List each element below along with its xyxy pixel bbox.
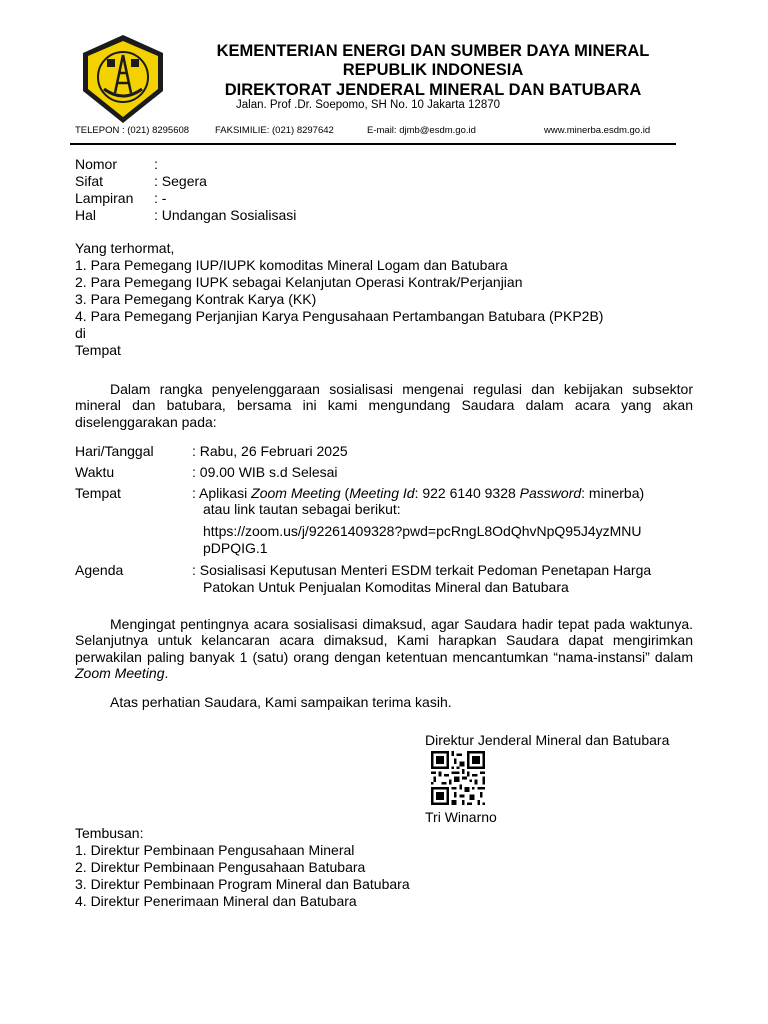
cc-item: 2. Direktur Pembinaan Pengusahaan Batubara — [75, 859, 366, 875]
agenda-value-cont: Patokan Untuk Penjualan Komoditas Mineral dan Batubara — [203, 579, 569, 595]
sifat-value: : Segera — [154, 173, 207, 189]
signatory-title: Direktur Jenderal Mineral dan Batubara — [425, 732, 670, 748]
lampiran-value: : - — [154, 190, 167, 206]
agenda-value: : Sosialisasi Keputusan Menteri ESDM terkait Pedoman Penetapan Harga — [192, 562, 652, 578]
date-label: Hari/Tanggal — [75, 443, 154, 459]
telephone: TELEPON : (021) 8295608 — [75, 125, 190, 136]
country-name: REPUBLIK INDONESIA — [342, 61, 524, 79]
intro-paragraph: Dalam rangka penyelenggaraan sosialisasi mengenai regulasi dan kebijakan subsektor mineral dan batubara, bersama ini kami mengundang Saudara dalam acara yang akan diselenggarakan pada: — [75, 381, 693, 430]
time-label: Waktu — [75, 464, 115, 480]
addressee-item: 3. Para Pemegang Kontrak Karya (KK) — [75, 291, 317, 307]
thanks-line: Atas perhatian Saudara, Kami sampaikan terima kasih. — [110, 694, 452, 710]
addressee-di: di — [75, 325, 86, 341]
addressee-item: 1. Para Pemegang IUP/IUPK komoditas Mineral Logam dan Batubara — [75, 257, 508, 273]
nomor-label: Nomor — [75, 156, 118, 172]
fax: FAKSIMILIE: (021) 8297642 — [215, 125, 334, 136]
cc-item: 4. Direktur Penerimaan Mineral dan Batubara — [75, 893, 357, 909]
sifat-label: Sifat — [75, 173, 104, 189]
closing-paragraph: Mengingat pentingnya acara sosialisasi dimaksud, agar Saudara hadir tepat pada waktunya. Selanjutnya untuk kelancaran acara dimaksud, Kami harapkan Saudara dapat mengirimkan perwakilan paling banyak 1 (satu) orang dengan ketentuan mencantumkan “nama-instansi” dalam Zoom Meeting. — [75, 616, 693, 681]
date-value: : Rabu, 26 Februari 2025 — [192, 443, 348, 459]
email[interactable]: E-mail: djmb@esdm.go.id — [367, 125, 476, 136]
website[interactable]: www.minerba.esdm.go.id — [544, 125, 651, 136]
addressee-item: 4. Para Pemegang Perjanjian Karya Pengusahaan Pertambangan Batubara (PKP2B) — [75, 308, 604, 324]
place-label: Tempat — [75, 485, 121, 501]
cc-item: 3. Direktur Pembinaan Program Mineral dan Batubara — [75, 876, 410, 892]
place-link-intro: atau link tautan sebagai berikut: — [203, 501, 401, 517]
cc-item: 1. Direktur Pembinaan Pengusahaan Mineral — [75, 842, 355, 858]
nomor-value: : — [154, 156, 158, 172]
lampiran-label: Lampiran — [75, 190, 134, 206]
hal-label: Hal — [75, 207, 97, 223]
cc-label: Tembusan: — [75, 825, 144, 841]
zoom-link-cont[interactable]: pDPQIG.1 — [203, 540, 268, 556]
zoom-link[interactable]: https://zoom.us/j/92261409328?pwd=pcRngL8OdQhvNpQ95J4yzMNU — [203, 523, 642, 539]
time-value: : 09.00 WIB s.d Selesai — [192, 464, 338, 480]
ministry-name: KEMENTERIAN ENERGI DAN SUMBER DAYA MINERAL — [216, 42, 650, 60]
addressee-tempat: Tempat — [75, 342, 121, 358]
directorate-name: DIREKTORAT JENDERAL MINERAL DAN BATUBARA — [224, 81, 642, 99]
place-value: : Aplikasi Zoom Meeting (Meeting Id: 922 6140 9328 Password: minerba) — [192, 485, 645, 501]
signatory-name: Tri Winarno — [425, 809, 497, 825]
office-address: Jalan. Prof .Dr. Soepomo, SH No. 10 Jakarta 12870 — [236, 99, 501, 111]
addressee-item: 2. Para Pemegang IUPK sebagai Kelanjutan Operasi Kontrak/Perjanjian — [75, 274, 523, 290]
agenda-label: Agenda — [75, 562, 124, 578]
header-divider — [70, 143, 676, 145]
hal-value: : Undangan Sosialisasi — [154, 207, 297, 223]
greeting: Yang terhormat, — [75, 240, 175, 256]
qr-code-icon — [431, 751, 485, 805]
